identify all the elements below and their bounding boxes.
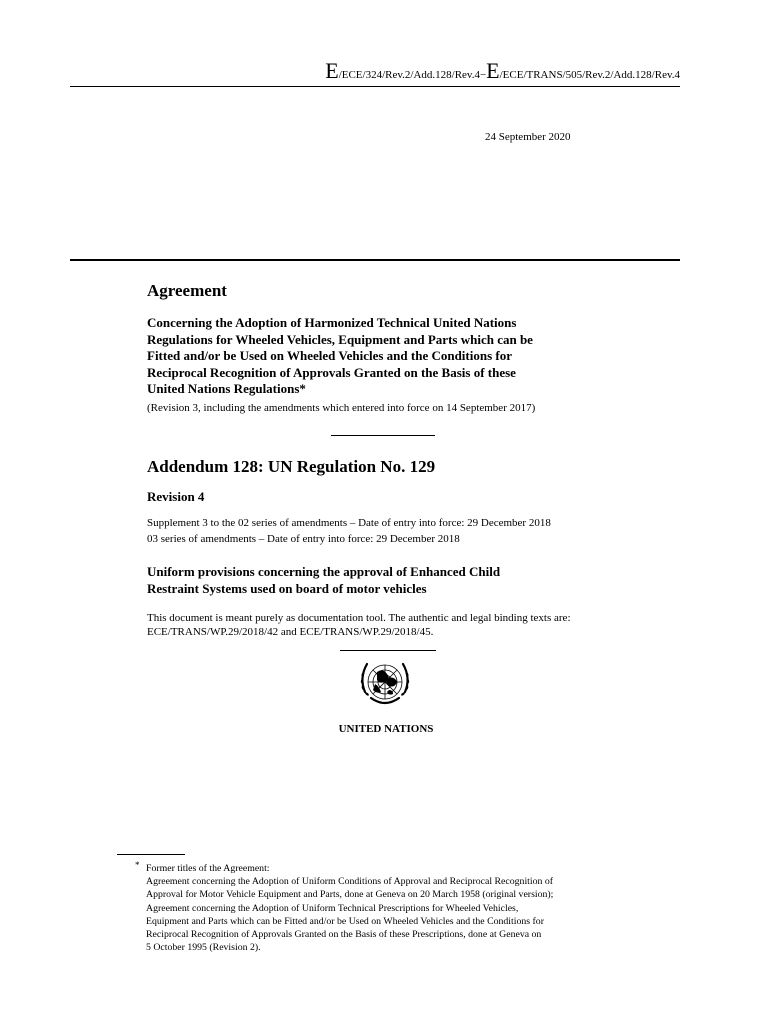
subtitle-line: United Nations Regulations* [147,381,306,396]
footnote-line: Equipment and Parts which can be Fitted and/or be Used on Wheeled Vehicles and the Conditions for [146,915,544,927]
footnote-mark: * [135,860,140,870]
revision-title: Revision 4 [147,489,205,504]
agreement-title: Agreement [147,281,227,300]
title-rule [70,259,680,261]
note-line: ECE/TRANS/WP.29/2018/42 and ECE/TRANS/WP.29/2018/45. [147,626,434,638]
revision-note: (Revision 3, including the amendments which entered into force on 14 September 2017) [147,402,536,414]
separator-rule [340,650,436,651]
subtitle-line: Concerning the Adoption of Harmonized Technical United Nations [147,315,517,330]
footnote-line: Reciprocal Recognition of Approvals Granted on the Basis of these Prescriptions, done at Geneva on [146,929,542,941]
header-rule [70,86,680,87]
organization-name: UNITED NATIONS [338,723,434,735]
footnote-line: Approval for Motor Vehicle Equipment and Parts, done at Geneva on 20 March 1958 (original version); [146,889,554,901]
amendment-line: 03 series of amendments – Date of entry into force: 29 December 2018 [147,533,460,545]
regulation-title-line: Restraint Systems used on board of motor vehicles [147,580,427,596]
addendum-title: Addendum 128: UN Regulation No. 129 [147,457,436,476]
symbol-rest-1: /ECE/324/Rev.2/Add.128/Rev.4− [338,69,487,81]
agreement-subtitle [147,315,627,398]
amendment-line: Supplement 3 to the 02 series of amendments – Date of entry into force: 29 December 2018 [147,517,551,529]
subtitle-line: Regulations for Wheeled Vehicles, Equipment and Parts which can be [147,331,533,347]
note-line: This document is meant purely as documentation tool. The authentic and legal binding texts are: [147,612,571,624]
symbol-prefix-2: E [486,58,500,83]
amendment-lines [147,515,551,547]
footnote-line: 5 October 1995 (Revision 2). [146,942,261,954]
document-symbol [70,58,680,84]
footnote-line: Former titles of the Agreement: [146,863,270,874]
footnote-line: Agreement concerning the Adoption of Uniform Technical Prescriptions for Wheeled Vehicles, [146,902,519,914]
separator-rule [331,435,435,436]
documentation-note [147,611,637,639]
symbol-rest-2: /ECE/TRANS/505/Rev.2/Add.128/Rev.4 [499,69,680,81]
footnote-rule [117,854,185,855]
regulation-title [147,564,627,597]
symbol-prefix-1: E [325,58,339,83]
footnote [146,862,626,954]
un-emblem-icon [353,652,417,716]
document-date: 24 September 2020 [485,131,571,143]
subtitle-line: Fitted and/or be Used on Wheeled Vehicles and the Conditions for [147,348,513,363]
footnote-line: Agreement concerning the Adoption of Uniform Conditions of Approval and Reciprocal Recognition of [146,876,554,888]
subtitle-line: Reciprocal Recognition of Approvals Granted on the Basis of these [147,364,516,380]
regulation-title-line: Uniform provisions concerning the approval of Enhanced Child [147,564,501,579]
